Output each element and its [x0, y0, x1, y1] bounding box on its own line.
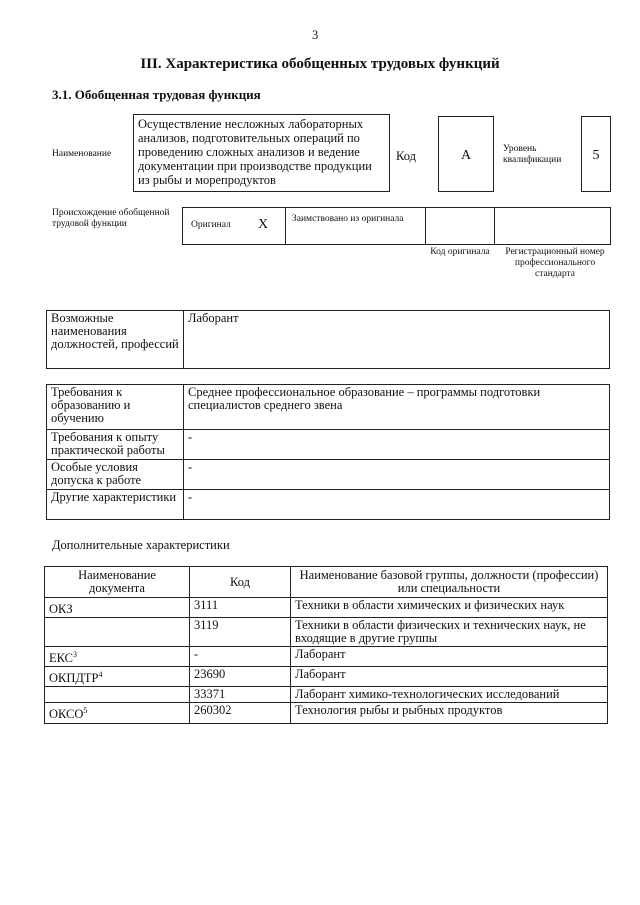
reg-number-caption: Регистрационный номер профессионального стандарта — [505, 247, 605, 279]
req-label: Требования к опыту практической работы — [47, 430, 184, 460]
section-title: III. Характеристика обобщенных трудовых функций — [140, 56, 500, 72]
original-mark: X — [258, 217, 269, 232]
row-name: Лаборант — [291, 647, 608, 667]
row-name: Технология рыбы и рыбных продуктов — [291, 703, 608, 723]
header-code: Код — [190, 567, 291, 598]
table-row — [45, 687, 608, 703]
positions-label: Возможные наименования должностей, профессий — [47, 311, 184, 369]
row-code: 260302 — [190, 703, 291, 723]
req-value: - — [184, 490, 610, 520]
level-value: 5 — [592, 148, 600, 163]
additional-title: Дополнительные характеристики — [52, 538, 230, 552]
requirements-table — [46, 384, 610, 520]
row-code: - — [190, 647, 291, 667]
level-label: Уровень квалификации — [503, 144, 562, 165]
row-code: 3119 — [190, 618, 291, 647]
subsection-title: 3.1. Обобщенная трудовая функция — [52, 87, 261, 102]
table-row — [45, 667, 608, 687]
row-code: 33371 — [190, 687, 291, 703]
row-name: Техники в области химических и физических наук — [291, 598, 608, 618]
additional-table — [44, 566, 608, 724]
row-code: 3111 — [190, 598, 291, 618]
row-doc: ОКПДТР$^4$ — [45, 667, 190, 687]
header-name: Наименование базовой группы, должности (профессии) или специальности — [291, 567, 608, 598]
req-label: Требования к образованию и обучению — [47, 385, 184, 430]
table-row — [45, 703, 608, 723]
function-name-box — [133, 114, 390, 192]
origin-label: Происхождение обобщенной трудовой функции — [52, 208, 170, 229]
req-label: Другие характеристики — [47, 490, 184, 520]
row-code: 23690 — [190, 667, 291, 687]
code-label: Код — [396, 149, 416, 163]
row-doc — [45, 618, 190, 647]
header-doc: Наименование документа — [45, 567, 190, 598]
table-row — [45, 618, 608, 647]
row-doc: ОКСО$^5$ — [45, 703, 190, 723]
table-row — [45, 647, 608, 667]
row-doc — [45, 687, 190, 703]
req-value: - — [184, 460, 610, 490]
function-code-value: А — [460, 148, 472, 163]
function-code-box — [438, 116, 494, 192]
code-original-caption: Код оригинала — [430, 247, 490, 257]
row-name: Техники в области физических и технических наук, не входящие в другие группы — [291, 618, 608, 647]
row-doc: ЕКС$^3$ — [45, 647, 190, 667]
row-name: Лаборант химико-технологических исследований — [291, 687, 608, 703]
row-name: Лаборант — [291, 667, 608, 687]
req-value: Среднее профессиональное образование – программы подготовки специалистов среднего звена — [184, 385, 610, 430]
req-label: Особые условия допуска к работе — [47, 460, 184, 490]
borrowed-label: Заимствовано из оригинала — [292, 214, 404, 224]
req-value: - — [184, 430, 610, 460]
original-label: Оригинал — [191, 220, 231, 230]
table-row — [45, 598, 608, 618]
name-label: Наименование — [52, 149, 112, 159]
function-name-value: Осуществление несложных лабораторных анализов, подготовительных операций по проведению сложных анализов и ведение документации при производстве продукции из рыбы и морепродуктов — [138, 117, 372, 187]
page-number: 3 — [312, 28, 319, 42]
positions-value: Лаборант — [184, 311, 610, 369]
level-box — [581, 116, 611, 192]
row-doc: ОКЗ — [45, 598, 190, 618]
positions-table — [46, 310, 610, 369]
